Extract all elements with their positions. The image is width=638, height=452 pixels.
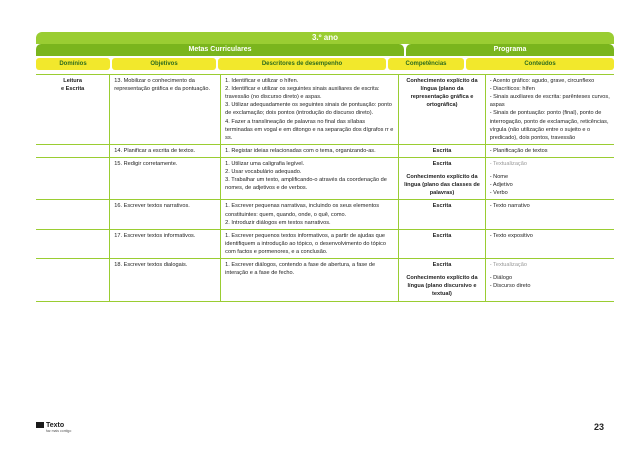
conteudo-item: - Diacríticos: hífen — [489, 86, 535, 93]
column-header-descritores: Descritores de desempenho — [218, 58, 386, 70]
column-header-competencias: Competências — [388, 58, 464, 70]
descritor-item: 2. Usar vocabulário adequado. — [225, 169, 302, 176]
competencia-item: Conhecimento explícito da língua (plano das classes de palavras) — [404, 174, 480, 197]
conteudos-cell — [485, 157, 614, 199]
conteudo-item: - Textualização — [489, 160, 527, 167]
descritor-item: 3. Trabalhar um texto, amplificando-o através da coordenação de nomes, de adjetivos e de verbos. — [225, 177, 387, 192]
conteudos-cell — [485, 144, 614, 157]
objetivo-cell — [110, 200, 221, 229]
descritor-item: 2. Identificar e utilizar os seguintes sinais auxiliares de escrita: travessão (no discurso direto) e aspas. — [225, 86, 380, 101]
competencia-item: Conhecimento explícito da língua (plano da representação gráfica e ortográfica) — [406, 78, 478, 109]
grade-label: 3.º ano — [311, 33, 339, 42]
column-header-conteudos: Conteúdos — [466, 58, 614, 70]
competencias-cell — [399, 75, 485, 145]
conteudo-item: - Adjetivo — [489, 182, 513, 189]
metas-header: Metas Curriculares — [36, 44, 404, 56]
objetivo-text: 15. Redigir corretamente. — [114, 160, 178, 167]
dominio-cell — [36, 144, 110, 157]
competencias-cell — [399, 259, 485, 301]
descritores-cell — [221, 200, 399, 229]
descritores-cell — [221, 229, 399, 258]
table-row — [36, 229, 614, 258]
conteudo-item: - Sinais auxiliares de escrita: parênteses curvos, aspas — [489, 94, 610, 109]
conteudo-item: - Nome — [489, 174, 509, 181]
table-row — [36, 259, 614, 301]
objetivo-text: 16. Escrever textos narrativos. — [114, 203, 190, 210]
objetivo-cell — [110, 144, 221, 157]
objetivo-cell — [110, 157, 221, 199]
objetivo-text: 13. Mobilizar o conhecimento da representação gráfica e da pontuação. — [114, 78, 211, 93]
logo-icon — [36, 422, 44, 428]
conteudo-item: - Verbo — [489, 190, 508, 197]
dominio-cell — [36, 75, 110, 145]
competencia-item: Escrita — [432, 160, 452, 167]
dominio-cell — [36, 200, 110, 229]
page-number: 23 — [594, 422, 605, 432]
conteudo-item: - Discurso direto — [489, 283, 531, 290]
table-row — [36, 157, 614, 199]
conteudo-item: - Acento gráfico: agudo, grave, circunflexo — [489, 78, 595, 84]
descritores-cell — [221, 259, 399, 301]
programa-header: Programa — [406, 44, 614, 56]
competencia-item: Escrita — [432, 262, 452, 269]
competencias-cell — [399, 200, 485, 229]
descritor-item: 1. Identificar e utilizar o hífen. — [225, 78, 299, 84]
dominio-cell — [36, 259, 110, 301]
objetivo-cell — [110, 229, 221, 258]
brand-name: Texto — [46, 422, 65, 429]
objetivo-text: 17. Escrever textos informativos. — [114, 232, 196, 239]
descritor-item: 1. Utilizar uma caligrafia legível. — [225, 160, 305, 167]
conteudos-cell — [485, 75, 614, 145]
section-header — [36, 44, 614, 56]
competencia-item: Escrita — [432, 203, 452, 210]
column-header-objetivos: Objetivos — [112, 58, 216, 70]
competencias-cell — [399, 144, 485, 157]
descritor-item: 1. Escrever pequenos textos informativos, a partir de ajudas que identifiquem a introdução ao tópico, o desenvolvimento do tópico com factos e pormenores, e a conclusão. — [225, 232, 386, 255]
conteudos-cell — [485, 259, 614, 301]
descritores-cell — [221, 75, 399, 145]
descritor-item: 2. Introduzir diálogos em textos narrativos. — [225, 219, 331, 226]
objetivo-cell — [110, 75, 221, 145]
descritor-item: 4. Fazer a translineação de palavras no final das sílabas terminadas em vogal e em ditongo e na separação dos dígrafos rr e ss. — [225, 118, 394, 141]
objetivo-cell — [110, 259, 221, 301]
competencia-item: Escrita — [432, 147, 452, 154]
descritores-cell — [221, 144, 399, 157]
descritor-item: 1. Escrever diálogos, contendo a fase de abertura, a fase de interação e a fase de fecho. — [225, 262, 376, 277]
column-header-dominios: Domínios — [36, 58, 110, 70]
objetivo-text: 18. Escrever textos dialogais. — [114, 262, 188, 269]
conteudo-item: - Textualização — [489, 262, 527, 269]
table-row — [36, 200, 614, 229]
conteudo-item: - Sinais de pontuação: ponto (final), ponto de interrogação, ponto de exclamação, reticências, vírgula (não utilização entre o sujeito e o predicado), dois pontos, travessão — [489, 110, 609, 141]
conteudos-cell — [485, 229, 614, 258]
conteudo-item: - Texto narrativo — [489, 203, 530, 210]
conteudo-item: - Planificação de textos — [489, 147, 548, 154]
conteudos-cell — [485, 200, 614, 229]
competencias-cell — [399, 157, 485, 199]
table-row — [36, 144, 614, 157]
descritor-item: 1. Registar ideias relacionadas com o tema, organizando-as. — [225, 147, 376, 154]
conteudo-item: - Texto expositivo — [489, 232, 533, 239]
competencias-cell — [399, 229, 485, 258]
descritor-item: 3. Utilizar adequadamente os seguintes sinais de pontuação: ponto de exclamação; dois pontos (introdução do discurso direto). — [225, 102, 392, 117]
competencia-item: Escrita — [432, 232, 452, 239]
publisher-logo — [36, 422, 71, 433]
brand-tagline: faz mais contigo — [46, 429, 72, 433]
table-row — [36, 75, 614, 145]
descritor-item: 1. Escrever pequenas narrativas, incluindo os seus elementos constituintes: quem, quando, onde, o quê, como. — [225, 203, 380, 218]
descritores-cell — [221, 157, 399, 199]
objetivo-text: 14. Planificar a escrita de textos. — [114, 147, 196, 154]
grade-banner — [36, 32, 614, 44]
conteudo-item: - Diálogo — [489, 275, 513, 282]
curriculum-table — [36, 74, 614, 302]
dominio-cell — [36, 157, 110, 199]
dominio-label: Leitura e Escrita — [60, 78, 85, 93]
dominio-cell — [36, 229, 110, 258]
competencia-item: Conhecimento explícito da língua (plano discursivo e textual) — [406, 275, 478, 298]
